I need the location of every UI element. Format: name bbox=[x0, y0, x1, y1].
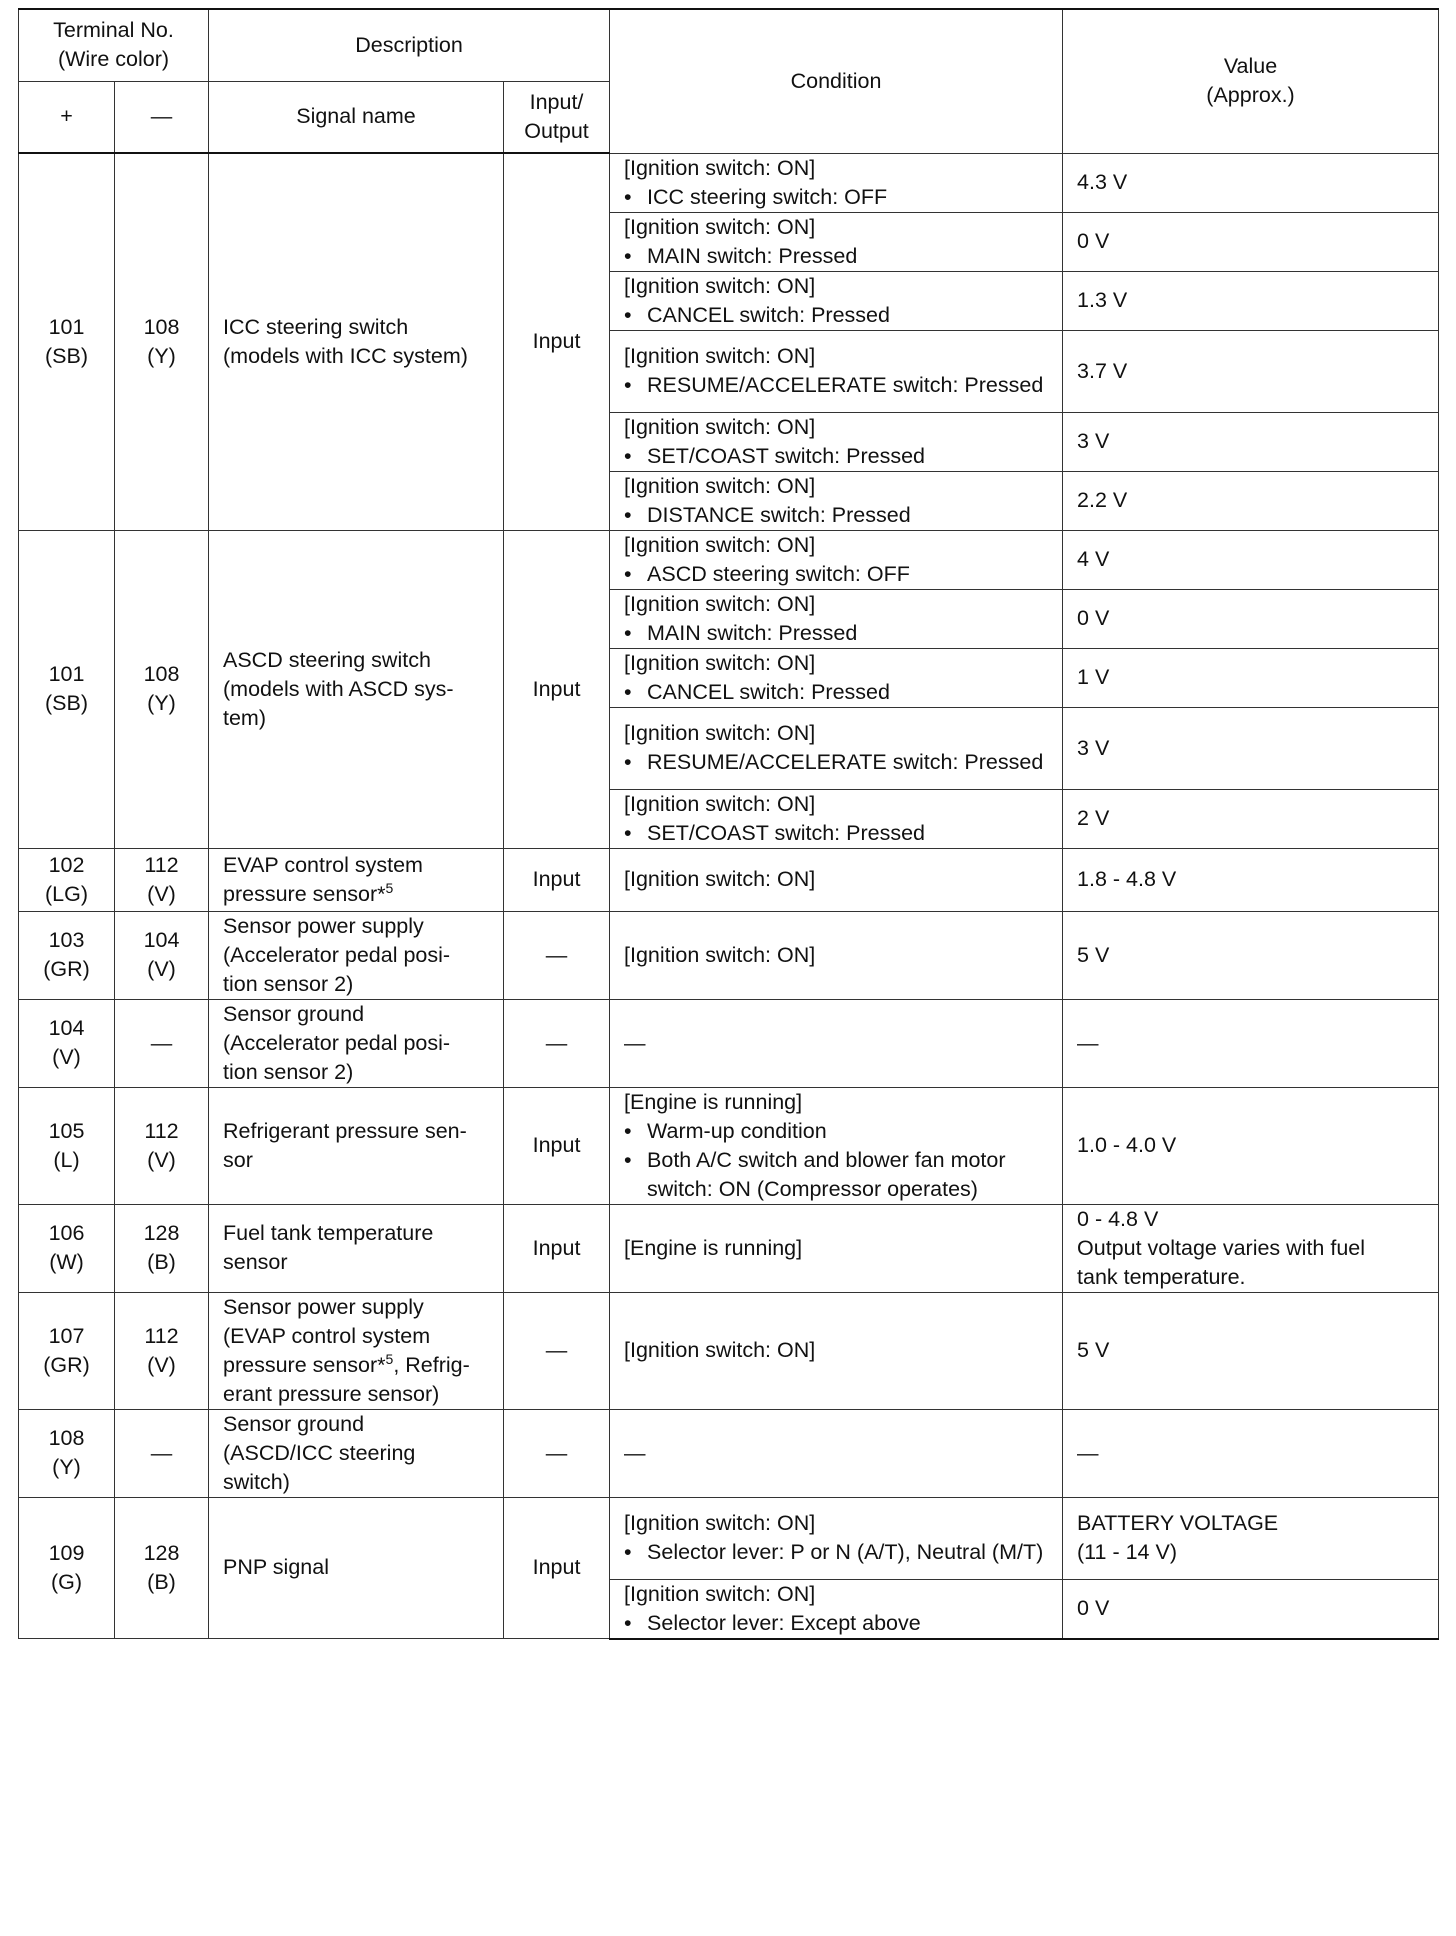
signal-name: sor bbox=[223, 1147, 253, 1172]
value-text: 3 V bbox=[1077, 429, 1110, 453]
terminal-minus: (B) bbox=[147, 1569, 176, 1594]
condition-text: [Ignition switch: ON] bbox=[624, 791, 816, 816]
terminal-plus: (LG) bbox=[45, 881, 88, 906]
value-cell bbox=[1063, 212, 1439, 271]
terminal-plus: (SB) bbox=[45, 691, 88, 715]
terminal-minus-cell bbox=[115, 1204, 209, 1292]
condition-text: • Selector lever: P or N (A/T), Neutral (M/T) bbox=[624, 1538, 1048, 1567]
value-text: 1.3 V bbox=[1077, 288, 1128, 312]
condition-cell bbox=[610, 589, 1063, 648]
signal-name-cell bbox=[209, 1204, 504, 1292]
value-text: 2 V bbox=[1077, 806, 1110, 830]
value-cell bbox=[1063, 271, 1439, 330]
condition-cell bbox=[610, 330, 1063, 412]
value-cell bbox=[1063, 412, 1439, 471]
terminal-plus-cell bbox=[19, 153, 115, 530]
header-io-line2: Output bbox=[524, 118, 589, 143]
header-value bbox=[1063, 9, 1439, 153]
terminal-plus: 101 bbox=[48, 314, 85, 339]
terminal-plus-cell bbox=[19, 848, 115, 911]
condition-cell bbox=[610, 1087, 1063, 1204]
input-output: — bbox=[545, 1440, 568, 1465]
terminal-minus-cell bbox=[115, 1087, 209, 1204]
header-description: Description bbox=[209, 9, 610, 81]
signal-name-cell bbox=[209, 1409, 504, 1497]
condition-text: [Ignition switch: ON] bbox=[624, 721, 816, 745]
signal-name: (EVAP control system bbox=[223, 1323, 431, 1348]
header-input-output bbox=[504, 81, 610, 153]
terminal-plus: 103 bbox=[48, 928, 85, 952]
condition-text: [Engine is running] bbox=[624, 1235, 803, 1260]
condition-text: • ICC steering switch: OFF bbox=[624, 183, 1048, 212]
terminal-plus: (W) bbox=[49, 1250, 84, 1274]
terminal-plus: (GR) bbox=[43, 957, 90, 981]
terminal-plus: 101 bbox=[48, 662, 85, 686]
terminal-plus: 102 bbox=[48, 852, 85, 877]
condition-cell bbox=[610, 999, 1063, 1087]
value-text: — bbox=[1077, 1030, 1099, 1055]
value-cell bbox=[1063, 1497, 1439, 1579]
value-text: 4.3 V bbox=[1077, 170, 1128, 194]
header-wire-color-label: (Wire color) bbox=[57, 47, 170, 72]
value-cell bbox=[1063, 1204, 1439, 1292]
signal-name: tion sensor 2) bbox=[223, 1059, 354, 1084]
terminal-minus: 128 bbox=[143, 1540, 180, 1565]
terminal-plus: (L) bbox=[53, 1147, 80, 1172]
condition-text: [Ignition switch: ON] bbox=[624, 214, 816, 239]
value-text: 0 - 4.8 V bbox=[1077, 1206, 1159, 1231]
terminal-minus: (B) bbox=[147, 1250, 176, 1274]
signal-name: PNP signal bbox=[223, 1555, 329, 1580]
condition-cell bbox=[610, 530, 1063, 589]
condition-text: • Warm-up condition bbox=[624, 1117, 1048, 1146]
condition-cell bbox=[610, 1579, 1063, 1639]
input-output-cell bbox=[504, 848, 610, 911]
signal-name: erant pressure sensor) bbox=[223, 1381, 440, 1406]
value-cell bbox=[1063, 707, 1439, 789]
input-output: — bbox=[545, 1030, 568, 1055]
value-text: 5 V bbox=[1077, 942, 1110, 967]
terminal-minus: — bbox=[150, 1030, 173, 1055]
condition-text: • ASCD steering switch: OFF bbox=[624, 560, 1048, 589]
condition-text: • RESUME/ACCELERATE switch: Pressed bbox=[624, 748, 1048, 777]
value-cell bbox=[1063, 1579, 1439, 1639]
condition-text: [Ignition switch: ON] bbox=[624, 942, 816, 967]
condition-cell bbox=[610, 707, 1063, 789]
condition-text: [Ignition switch: ON] bbox=[624, 344, 816, 368]
signal-name: tem) bbox=[223, 705, 266, 730]
condition-text: • SET/COAST switch: Pressed bbox=[624, 819, 1048, 848]
value-text: 0 V bbox=[1077, 606, 1110, 630]
input-output-cell bbox=[504, 1409, 610, 1497]
signal-name-cell bbox=[209, 1087, 504, 1204]
terminal-plus-cell bbox=[19, 1087, 115, 1204]
terminal-plus-cell bbox=[19, 999, 115, 1087]
value-cell bbox=[1063, 999, 1439, 1087]
table-row bbox=[19, 1409, 1439, 1497]
signal-name: ICC steering switch bbox=[223, 314, 409, 339]
terminal-spec-table bbox=[18, 8, 1439, 1640]
condition-text: [Ignition switch: ON] bbox=[624, 1581, 816, 1606]
value-text: 1.8 - 4.8 V bbox=[1077, 867, 1177, 891]
terminal-minus-cell bbox=[115, 911, 209, 999]
header-signal-name: Signal name bbox=[209, 81, 504, 153]
condition-text: • CANCEL switch: Pressed bbox=[624, 678, 1048, 707]
terminal-minus: (V) bbox=[147, 881, 176, 906]
terminal-plus-cell bbox=[19, 530, 115, 848]
condition-text: • DISTANCE switch: Pressed bbox=[624, 501, 1048, 530]
value-cell bbox=[1063, 330, 1439, 412]
value-text: 0 V bbox=[1077, 1596, 1110, 1620]
table-row bbox=[19, 1292, 1439, 1409]
value-cell bbox=[1063, 471, 1439, 530]
terminal-minus: 108 bbox=[143, 662, 180, 686]
terminal-plus-cell bbox=[19, 911, 115, 999]
terminal-minus: 104 bbox=[143, 928, 180, 952]
condition-text: — bbox=[624, 1440, 646, 1465]
input-output: Input bbox=[532, 676, 581, 701]
table-row bbox=[19, 530, 1439, 589]
terminal-minus: (V) bbox=[147, 1147, 176, 1172]
condition-text: • MAIN switch: Pressed bbox=[624, 619, 1048, 648]
signal-name-cell bbox=[209, 1292, 504, 1409]
condition-cell bbox=[610, 153, 1063, 212]
terminal-minus: 112 bbox=[144, 852, 179, 877]
value-text: 4 V bbox=[1077, 547, 1110, 571]
condition-cell bbox=[610, 789, 1063, 848]
condition-text: [Ignition switch: ON] bbox=[624, 414, 816, 439]
input-output-cell bbox=[504, 999, 610, 1087]
input-output-cell bbox=[504, 1204, 610, 1292]
terminal-plus: (Y) bbox=[52, 1455, 81, 1479]
value-text: (11 - 14 V) bbox=[1077, 1540, 1177, 1564]
condition-cell bbox=[610, 911, 1063, 999]
value-text: 3 V bbox=[1077, 735, 1110, 760]
signal-name-cell bbox=[209, 530, 504, 848]
terminal-plus: 104 bbox=[48, 1016, 85, 1040]
signal-name-cell bbox=[209, 1497, 504, 1639]
terminal-minus: 108 bbox=[143, 314, 180, 339]
signal-name: (models with ASCD sys- bbox=[223, 676, 454, 701]
condition-text: [Ignition switch: ON] bbox=[624, 1511, 816, 1535]
value-text: 0 V bbox=[1077, 229, 1110, 253]
value-text: — bbox=[1077, 1440, 1099, 1465]
value-cell bbox=[1063, 911, 1439, 999]
value-text: 2.2 V bbox=[1077, 488, 1128, 512]
terminal-minus-cell bbox=[115, 848, 209, 911]
terminal-minus-cell bbox=[115, 1409, 209, 1497]
terminal-plus: (GR) bbox=[43, 1352, 90, 1377]
value-cell bbox=[1063, 848, 1439, 911]
table-row bbox=[19, 999, 1439, 1087]
input-output: Input bbox=[532, 1133, 581, 1157]
input-output-cell bbox=[504, 530, 610, 848]
input-output: — bbox=[545, 942, 568, 967]
condition-cell bbox=[610, 212, 1063, 271]
terminal-plus: 108 bbox=[48, 1426, 85, 1450]
terminal-minus: — bbox=[150, 1440, 173, 1465]
input-output: — bbox=[545, 1338, 568, 1362]
terminal-plus: (G) bbox=[50, 1569, 83, 1594]
condition-cell bbox=[610, 1497, 1063, 1579]
signal-name: switch) bbox=[223, 1469, 290, 1494]
terminal-minus-cell bbox=[115, 999, 209, 1087]
condition-text: • MAIN switch: Pressed bbox=[624, 242, 1048, 271]
terminal-plus: 107 bbox=[48, 1323, 85, 1348]
condition-text: [Ignition switch: ON] bbox=[624, 650, 816, 675]
table-row bbox=[19, 153, 1439, 212]
signal-name: (ASCD/ICC steering bbox=[223, 1440, 416, 1465]
condition-text: [Ignition switch: ON] bbox=[624, 155, 816, 180]
table-row bbox=[19, 911, 1439, 999]
footnote-mark: 5 bbox=[385, 879, 394, 896]
signal-name-cell bbox=[209, 848, 504, 911]
input-output-cell bbox=[504, 1497, 610, 1639]
input-output: Input bbox=[532, 329, 581, 354]
header-approx-label: (Approx.) bbox=[1206, 83, 1295, 108]
condition-text: • SET/COAST switch: Pressed bbox=[624, 442, 1048, 471]
signal-name: pressure sensor*$^5$, Refrig- bbox=[223, 1350, 470, 1377]
condition-cell bbox=[610, 412, 1063, 471]
signal-name: tion sensor 2) bbox=[223, 971, 354, 996]
terminal-plus-cell bbox=[19, 1497, 115, 1639]
terminal-minus-cell bbox=[115, 153, 209, 530]
condition-text: • RESUME/ACCELERATE switch: Pressed bbox=[624, 371, 1048, 400]
terminal-minus: (Y) bbox=[147, 343, 176, 368]
value-cell bbox=[1063, 153, 1439, 212]
condition-text: [Engine is running] bbox=[624, 1089, 803, 1114]
signal-name: Sensor power supply bbox=[223, 913, 424, 938]
value-cell bbox=[1063, 589, 1439, 648]
value-cell bbox=[1063, 648, 1439, 707]
value-cell bbox=[1063, 1292, 1439, 1409]
header-value-label: Value bbox=[1223, 54, 1278, 79]
footnote-mark: 5 bbox=[385, 1350, 394, 1367]
input-output-cell bbox=[504, 1087, 610, 1204]
signal-name: (models with ICC system) bbox=[223, 343, 468, 368]
condition-text: [Ignition switch: ON] bbox=[624, 591, 816, 616]
signal-name: pressure sensor*$^5$ bbox=[223, 879, 394, 906]
signal-name-cell bbox=[209, 999, 504, 1087]
signal-name: Sensor ground bbox=[223, 1411, 365, 1436]
input-output-cell bbox=[504, 911, 610, 999]
signal-name-cell bbox=[209, 153, 504, 530]
terminal-minus: 112 bbox=[144, 1323, 179, 1348]
terminal-minus-cell bbox=[115, 530, 209, 848]
terminal-plus: (SB) bbox=[45, 343, 88, 368]
condition-cell bbox=[610, 848, 1063, 911]
header-plus: + bbox=[19, 81, 115, 153]
condition-cell bbox=[610, 471, 1063, 530]
header-terminal-no-label: Terminal No. bbox=[53, 18, 174, 43]
header-io-line1: Input/ bbox=[529, 89, 584, 114]
condition-text: • Selector lever: Except above bbox=[624, 1609, 1048, 1638]
terminal-minus-cell bbox=[115, 1292, 209, 1409]
condition-text: — bbox=[624, 1030, 646, 1055]
terminal-minus: (V) bbox=[147, 957, 176, 981]
signal-name: Sensor ground bbox=[223, 1001, 365, 1026]
signal-name: Refrigerant pressure sen- bbox=[223, 1118, 467, 1143]
terminal-plus: 105 bbox=[48, 1118, 85, 1143]
value-text: 1.0 - 4.0 V bbox=[1077, 1133, 1177, 1157]
value-cell bbox=[1063, 789, 1439, 848]
input-output: Input bbox=[532, 1555, 581, 1580]
input-output-cell bbox=[504, 1292, 610, 1409]
value-text: 5 V bbox=[1077, 1338, 1110, 1362]
signal-name-cell bbox=[209, 911, 504, 999]
table-row bbox=[19, 848, 1439, 911]
input-output-cell bbox=[504, 153, 610, 530]
value-text: 3.7 V bbox=[1077, 358, 1128, 383]
value-text: 1 V bbox=[1077, 665, 1110, 689]
terminal-plus: 106 bbox=[48, 1221, 85, 1245]
condition-text: [Ignition switch: ON] bbox=[624, 532, 816, 557]
condition-text: [Ignition switch: ON] bbox=[624, 273, 816, 298]
value-cell bbox=[1063, 1087, 1439, 1204]
condition-cell bbox=[610, 1409, 1063, 1497]
condition-cell bbox=[610, 648, 1063, 707]
terminal-minus: (Y) bbox=[147, 691, 176, 715]
signal-name: Sensor power supply bbox=[223, 1294, 424, 1319]
condition-cell bbox=[610, 271, 1063, 330]
terminal-plus-cell bbox=[19, 1409, 115, 1497]
input-output: Input bbox=[532, 1235, 581, 1260]
condition-text: [Ignition switch: ON] bbox=[624, 1338, 816, 1362]
value-text: tank temperature. bbox=[1077, 1264, 1246, 1289]
signal-name: sensor bbox=[223, 1250, 288, 1274]
signal-name: EVAP control system bbox=[223, 852, 423, 877]
input-output: Input bbox=[532, 867, 581, 891]
terminal-plus-cell bbox=[19, 1292, 115, 1409]
terminal-plus: (V) bbox=[52, 1045, 81, 1069]
value-cell bbox=[1063, 1409, 1439, 1497]
terminal-minus: 112 bbox=[144, 1118, 179, 1143]
condition-cell bbox=[610, 1204, 1063, 1292]
table-row bbox=[19, 1497, 1439, 1579]
terminal-minus: 128 bbox=[143, 1221, 180, 1245]
terminal-minus-cell bbox=[115, 1497, 209, 1639]
signal-name: (Accelerator pedal posi- bbox=[223, 942, 451, 967]
terminal-plus: 109 bbox=[48, 1540, 85, 1565]
value-cell bbox=[1063, 530, 1439, 589]
condition-text: • Both A/C switch and blower fan motor switch: ON (Compressor operates) bbox=[624, 1146, 1048, 1204]
condition-text: [Ignition switch: ON] bbox=[624, 473, 816, 498]
value-text: Output voltage varies with fuel bbox=[1077, 1235, 1366, 1260]
value-text: BATTERY VOLTAGE bbox=[1077, 1511, 1279, 1535]
header-condition: Condition bbox=[610, 9, 1063, 153]
signal-name: Fuel tank temperature bbox=[223, 1221, 434, 1245]
header-minus: — bbox=[115, 81, 209, 153]
condition-cell bbox=[610, 1292, 1063, 1409]
table-row bbox=[19, 1204, 1439, 1292]
terminal-plus-cell bbox=[19, 1204, 115, 1292]
table-row bbox=[19, 1087, 1439, 1204]
condition-text: • CANCEL switch: Pressed bbox=[624, 301, 1048, 330]
condition-text: [Ignition switch: ON] bbox=[624, 867, 816, 891]
header-terminal-no bbox=[19, 9, 209, 81]
signal-name: (Accelerator pedal posi- bbox=[223, 1030, 451, 1055]
terminal-minus: (V) bbox=[147, 1352, 176, 1377]
signal-name: ASCD steering switch bbox=[223, 647, 431, 672]
